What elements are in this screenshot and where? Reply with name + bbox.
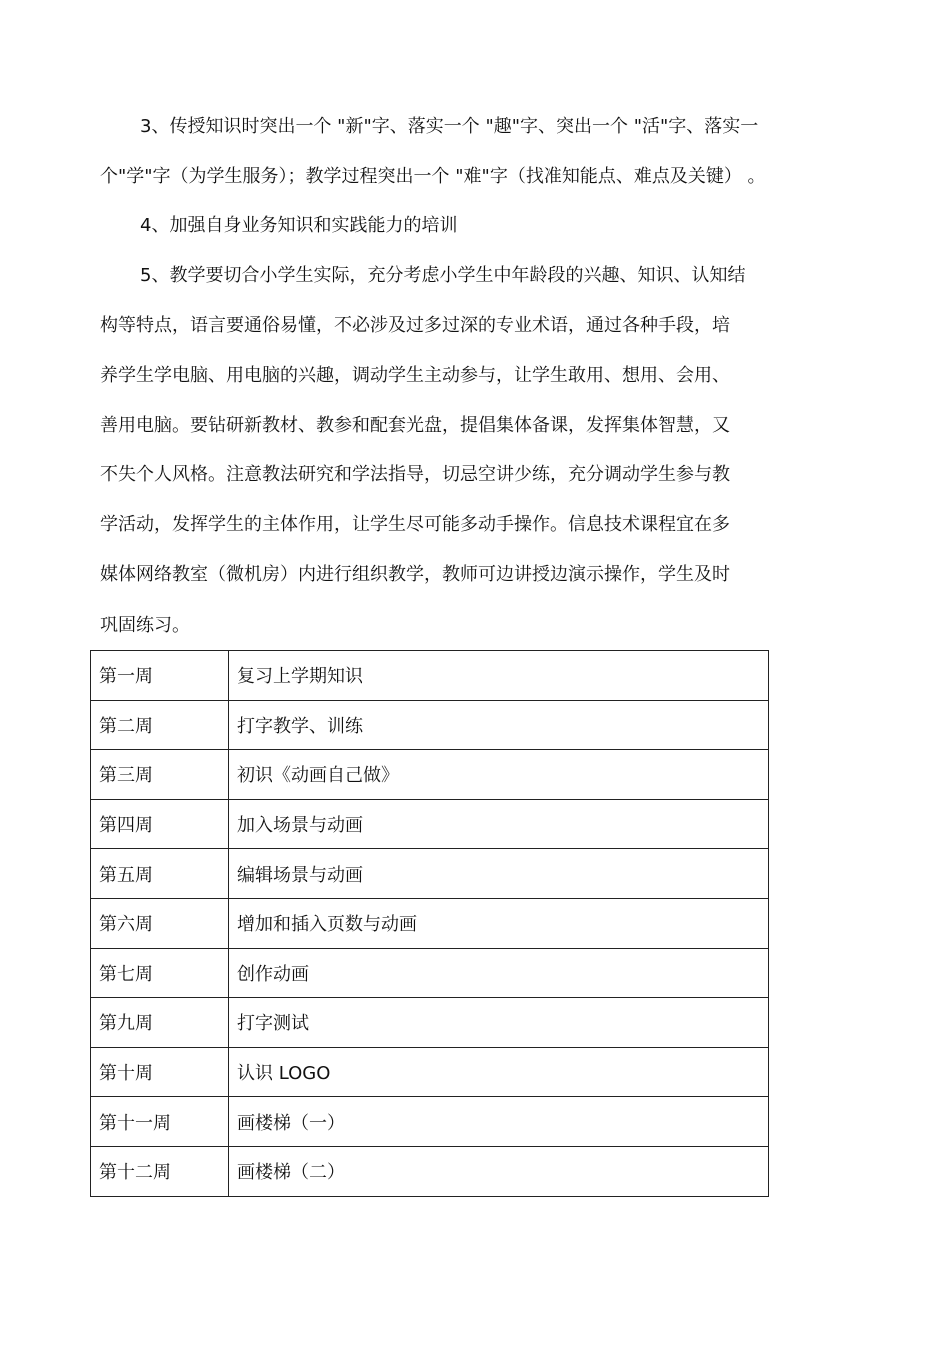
paragraph-5-line-4: 善用电脑。要钻研新教材、教参和配套光盘，提倡集体备课，发挥集体智慧，又	[100, 415, 730, 436]
paragraph-5-line-1: 5、教学要切合小学生实际，充分考虑小学生中年龄段的兴趣、知识、认知结	[140, 265, 746, 286]
week-cell: 第一周	[91, 651, 229, 701]
content-cell: 画楼梯（二）	[229, 1146, 769, 1196]
week-cell: 第九周	[91, 998, 229, 1048]
content-cell: 认识 LOGO	[229, 1047, 769, 1097]
week-cell: 第四周	[91, 799, 229, 849]
paragraph-4: 4、加强自身业务知识和实践能力的培训	[140, 215, 458, 236]
paragraph-5-line-8: 巩固练习。	[100, 615, 190, 636]
paragraph-5-line-2: 构等特点，语言要通俗易懂，不必涉及过多过深的专业术语，通过各种手段，培	[100, 315, 730, 336]
paragraph-3-line-1: 3、传授知识时突出一个 "新"字、落实一个 "趣"字、突出一个 "活"字、落实一	[140, 116, 759, 137]
week-cell: 第二周	[91, 700, 229, 750]
content-cell: 创作动画	[229, 948, 769, 998]
table-row	[91, 998, 769, 1048]
week-cell: 第六周	[91, 898, 229, 948]
content-cell: 打字测试	[229, 998, 769, 1048]
table-row	[91, 799, 769, 849]
weekly-schedule-table	[90, 650, 769, 1197]
week-cell: 第十二周	[91, 1146, 229, 1196]
week-cell: 第十一周	[91, 1097, 229, 1147]
paragraph-5-line-7: 媒体网络教室（微机房）内进行组织教学，教师可边讲授边演示操作，学生及时	[100, 564, 730, 585]
week-cell: 第十周	[91, 1047, 229, 1097]
content-cell: 初识《动画自己做》	[229, 750, 769, 800]
week-cell: 第五周	[91, 849, 229, 899]
table-row	[91, 948, 769, 998]
table-row	[91, 651, 769, 701]
week-cell: 第七周	[91, 948, 229, 998]
content-cell: 编辑场景与动画	[229, 849, 769, 899]
content-cell: 增加和插入页数与动画	[229, 898, 769, 948]
content-cell: 复习上学期知识	[229, 651, 769, 701]
paragraph-5-line-5: 不失个人风格。注意教法研究和学法指导，切忌空讲少练，充分调动学生参与教	[100, 464, 730, 485]
paragraph-3-line-2: 个"学"字（为学生服务）；教学过程突出一个 "难"字（找准知能点、难点及关键） 。	[100, 166, 766, 187]
table-row	[91, 1047, 769, 1097]
table-row	[91, 898, 769, 948]
week-cell: 第三周	[91, 750, 229, 800]
table-row	[91, 849, 769, 899]
paragraph-5-line-6: 学活动，发挥学生的主体作用，让学生尽可能多动手操作。信息技术课程宜在多	[100, 514, 730, 535]
paragraph-5-line-3: 养学生学电脑、用电脑的兴趣，调动学生主动参与，让学生敢用、想用、会用、	[100, 365, 730, 386]
table-row	[91, 700, 769, 750]
table-row	[91, 750, 769, 800]
table-row	[91, 1146, 769, 1196]
table-row	[91, 1097, 769, 1147]
content-cell: 加入场景与动画	[229, 799, 769, 849]
content-cell: 打字教学、训练	[229, 700, 769, 750]
content-cell: 画楼梯（一）	[229, 1097, 769, 1147]
